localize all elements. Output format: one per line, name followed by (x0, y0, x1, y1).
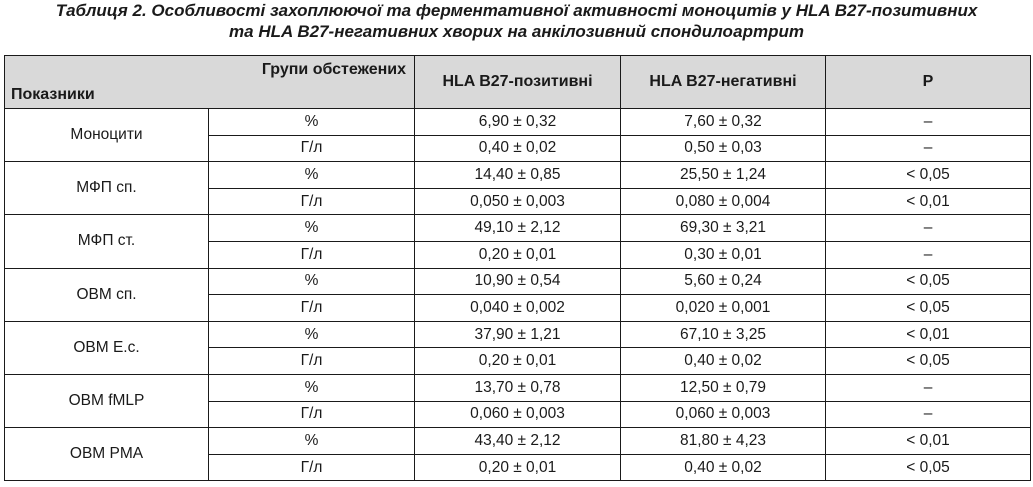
indicator-name-cell: Моноцити (5, 109, 209, 162)
p-value-cell: < 0,05 (826, 162, 1031, 189)
p-value-cell: – (826, 241, 1031, 268)
unit-cell: % (209, 321, 415, 348)
negative-value-cell: 0,020 ± 0,001 (621, 295, 826, 322)
p-value-cell: < 0,05 (826, 454, 1031, 481)
p-value-cell: < 0,05 (826, 295, 1031, 322)
unit-cell: % (209, 374, 415, 401)
table-caption (0, 0, 1033, 44)
negative-value-cell: 25,50 ± 1,24 (621, 162, 826, 189)
positive-value-cell: 14,40 ± 0,85 (415, 162, 621, 189)
indicator-name-cell: ОВМ PMA (5, 428, 209, 481)
unit-cell: % (209, 162, 415, 189)
indicator-name-cell: ОВМ E.c. (5, 321, 209, 374)
negative-value-cell: 7,60 ± 0,32 (621, 109, 826, 136)
negative-value-cell: 0,50 ± 0,03 (621, 135, 826, 162)
p-value-cell: < 0,05 (826, 268, 1031, 295)
unit-cell: Г/л (209, 295, 415, 322)
p-value-cell: – (826, 374, 1031, 401)
indicator-name-cell: МФП сп. (5, 162, 209, 215)
unit-cell: % (209, 268, 415, 295)
positive-value-cell: 0,060 ± 0,003 (415, 401, 621, 428)
positive-value-cell: 0,20 ± 0,01 (415, 241, 621, 268)
table-row (5, 321, 1031, 348)
unit-cell: Г/л (209, 454, 415, 481)
positive-value-cell: 49,10 ± 2,12 (415, 215, 621, 242)
unit-cell: % (209, 215, 415, 242)
positive-value-cell: 0,20 ± 0,01 (415, 348, 621, 375)
p-value-cell: < 0,01 (826, 188, 1031, 215)
p-value-cell: – (826, 109, 1031, 136)
negative-value-cell: 0,080 ± 0,004 (621, 188, 826, 215)
positive-value-cell: 0,040 ± 0,002 (415, 295, 621, 322)
indicator-name-cell: МФП ст. (5, 215, 209, 268)
negative-value-cell: 5,60 ± 0,24 (621, 268, 826, 295)
indicator-name-cell: ОВМ fMLP (5, 374, 209, 427)
p-value-cell: – (826, 401, 1031, 428)
unit-cell: % (209, 109, 415, 136)
header-diagonal-cell (5, 56, 415, 109)
table-row (5, 428, 1031, 455)
p-value-cell: < 0,01 (826, 321, 1031, 348)
caption-line-2: та HLA B27-негативних хворих на анкілозивний спондилоартрит (229, 22, 804, 41)
caption-line-1: Таблиця 2. Особливості захоплюючої та ферментативної активності моноцитів у HLA B27-позитивних (55, 1, 978, 20)
header-groups-label: Групи обстежених (261, 61, 406, 78)
negative-value-cell: 0,30 ± 0,01 (621, 241, 826, 268)
header-col-negative: HLA B27-негативні (621, 56, 826, 109)
positive-value-cell: 37,90 ± 1,21 (415, 321, 621, 348)
positive-value-cell: 43,40 ± 2,12 (415, 428, 621, 455)
unit-cell: Г/л (209, 188, 415, 215)
table-header-row (5, 56, 1031, 109)
positive-value-cell: 6,90 ± 0,32 (415, 109, 621, 136)
positive-value-cell: 13,70 ± 0,78 (415, 374, 621, 401)
header-indicators-label: Показники (11, 86, 95, 103)
unit-cell: Г/л (209, 241, 415, 268)
negative-value-cell: 0,40 ± 0,02 (621, 454, 826, 481)
unit-cell: Г/л (209, 135, 415, 162)
negative-value-cell: 81,80 ± 4,23 (621, 428, 826, 455)
p-value-cell: – (826, 135, 1031, 162)
header-col-positive: HLA B27-позитивні (415, 56, 621, 109)
table-body (5, 109, 1031, 481)
unit-cell: Г/л (209, 348, 415, 375)
data-table (4, 55, 1031, 481)
p-value-cell: – (826, 215, 1031, 242)
negative-value-cell: 67,10 ± 3,25 (621, 321, 826, 348)
table-row (5, 268, 1031, 295)
positive-value-cell: 0,20 ± 0,01 (415, 454, 621, 481)
unit-cell: Г/л (209, 401, 415, 428)
p-value-cell: < 0,05 (826, 348, 1031, 375)
negative-value-cell: 12,50 ± 0,79 (621, 374, 826, 401)
table-row (5, 162, 1031, 189)
table-row (5, 215, 1031, 242)
negative-value-cell: 0,060 ± 0,003 (621, 401, 826, 428)
header-col-p: P (826, 56, 1031, 109)
negative-value-cell: 69,30 ± 3,21 (621, 215, 826, 242)
table-row (5, 374, 1031, 401)
positive-value-cell: 0,050 ± 0,003 (415, 188, 621, 215)
unit-cell: % (209, 428, 415, 455)
negative-value-cell: 0,40 ± 0,02 (621, 348, 826, 375)
table-row (5, 109, 1031, 136)
positive-value-cell: 10,90 ± 0,54 (415, 268, 621, 295)
positive-value-cell: 0,40 ± 0,02 (415, 135, 621, 162)
p-value-cell: < 0,01 (826, 428, 1031, 455)
indicator-name-cell: ОВМ сп. (5, 268, 209, 321)
